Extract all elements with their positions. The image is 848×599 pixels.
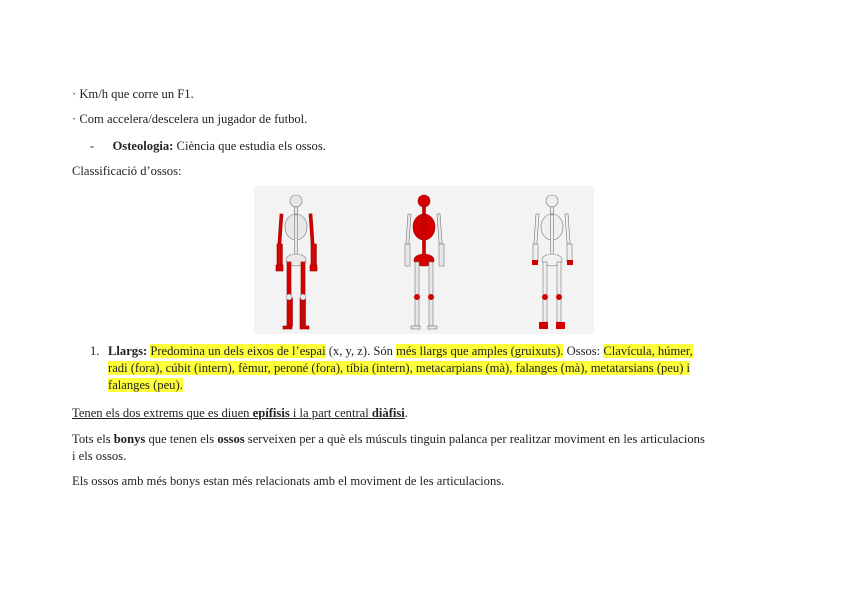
llargs-term: Llargs:	[108, 344, 148, 358]
list-number: 1.	[90, 344, 100, 358]
llargs-text-b: Ossos:	[563, 344, 604, 358]
bullet-kmh: · Km/h que corre un F1.	[72, 87, 194, 101]
highlight-mes-llargs: més llargs que amples (gruixuts).	[396, 344, 564, 358]
bonys-text-b: que tenen els	[145, 432, 218, 446]
skeleton-flat-bones	[405, 195, 444, 329]
bonys-text-a: Tots els	[72, 432, 114, 446]
ossos-term: ossos	[217, 432, 245, 446]
highlight-bones-line3: falanges (peu).	[108, 378, 183, 392]
list-item-llargs	[90, 343, 778, 394]
osteologia-term: Osteologia:	[112, 139, 174, 153]
final-paragraph: Els ossos amb més bonys estan més relacionats amb el moviment de les articulacions.	[72, 474, 505, 488]
highlight-bones-line2: radi (fora), cúbit (intern), fèmur, peroné (fora), tíbia (intern), metacarpians (mà), falanges (mà), metatarsians (peu) i	[108, 361, 691, 375]
skeleton-illustration	[254, 186, 594, 334]
bonys-text-c: serveixen per a què els músculs tinguin palanca per realitzar moviment en les articulacions	[244, 432, 705, 446]
bullet-accel: · Com accelera/descelera un jugador de futbol.	[72, 112, 308, 126]
skeleton-short-bones	[532, 195, 573, 329]
dash-marker: -	[90, 139, 95, 153]
extrems-text-a: Tenen els dos extrems que es diuen	[72, 406, 253, 420]
osteologia-definition: Ciència que estudia els ossos.	[173, 139, 326, 153]
osteologia-item	[90, 139, 326, 154]
extrems-paragraph	[72, 406, 408, 421]
highlight-clavicula: Clavícula, húmer,	[603, 344, 693, 358]
extrems-text-c: .	[404, 406, 408, 420]
classification-heading: Classificació d’ossos:	[72, 164, 182, 178]
bonys-paragraph	[72, 431, 778, 465]
skeleton-long-bones	[276, 195, 317, 329]
diafisi-term: diàfisi	[371, 406, 405, 420]
highlight-predomina: Predomina un dels eixos de l’espai	[150, 344, 326, 358]
bonys-line2: i els ossos.	[72, 449, 127, 463]
bonys-term: bonys	[113, 432, 146, 446]
llargs-text-a: (x, y, z). Són	[325, 344, 397, 358]
skeleton-figure	[254, 186, 594, 334]
extrems-text-b: i la part central	[289, 406, 372, 420]
epifisis-term: epífisis	[252, 406, 290, 420]
